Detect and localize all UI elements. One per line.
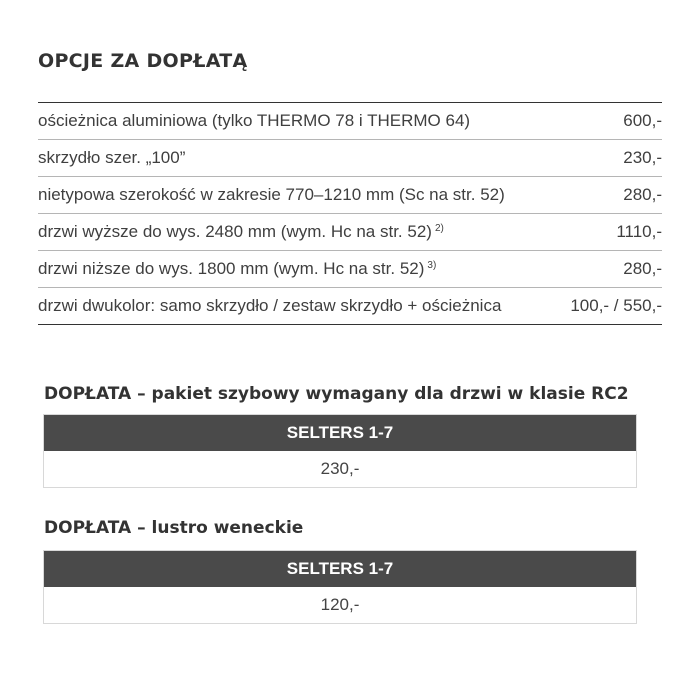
mirror-heading: DOPŁATA – lustro weneckie <box>44 518 304 538</box>
option-label: drzwi niższe do wys. 1800 mm (wym. Hc na str. 52) $^{3)}$ <box>38 259 437 278</box>
option-price: 100,- / 550,- <box>570 296 662 315</box>
option-price: 230,- <box>623 148 662 167</box>
mirror-table <box>43 550 637 624</box>
option-row <box>38 177 662 214</box>
table-header: SELTERS 1-7 <box>44 551 636 587</box>
option-label: drzwi dwukolor: samo skrzydło / zestaw skrzydło + ościeżnica <box>38 296 502 315</box>
option-label: drzwi wyższe do wys. 2480 mm (wym. Hc na str. 52) $^{2)}$ <box>38 222 444 241</box>
page-title: OPCJE ZA DOPŁATĄ <box>38 50 248 72</box>
option-row <box>38 214 662 251</box>
option-label: skrzydło szer. „100” <box>38 148 186 167</box>
option-row <box>38 251 662 288</box>
option-row <box>38 288 662 325</box>
table-header: SELTERS 1-7 <box>44 415 636 451</box>
glass-package-heading: DOPŁATA – pakiet szybowy wymagany dla drzwi w klasie RC2 <box>44 384 629 404</box>
glass-package-table <box>43 414 637 488</box>
table-value: 230,- <box>320 459 360 478</box>
footnote-ref: 3) <box>427 260 437 271</box>
option-row <box>38 103 662 140</box>
option-price: 600,- <box>623 111 662 130</box>
options-list <box>38 102 662 325</box>
option-label: ościeżnica aluminiowa (tylko THERMO 78 i THERMO 64) <box>38 111 471 130</box>
option-price: 280,- <box>623 185 662 204</box>
option-row <box>38 140 662 177</box>
footnote-ref: 2) <box>434 223 444 234</box>
option-label: nietypowa szerokość w zakresie 770–1210 mm (Sc na str. 52) <box>38 185 505 204</box>
option-price: 1110,- <box>616 222 662 241</box>
option-price: 280,- <box>623 259 662 278</box>
table-value: 120,- <box>320 595 360 614</box>
